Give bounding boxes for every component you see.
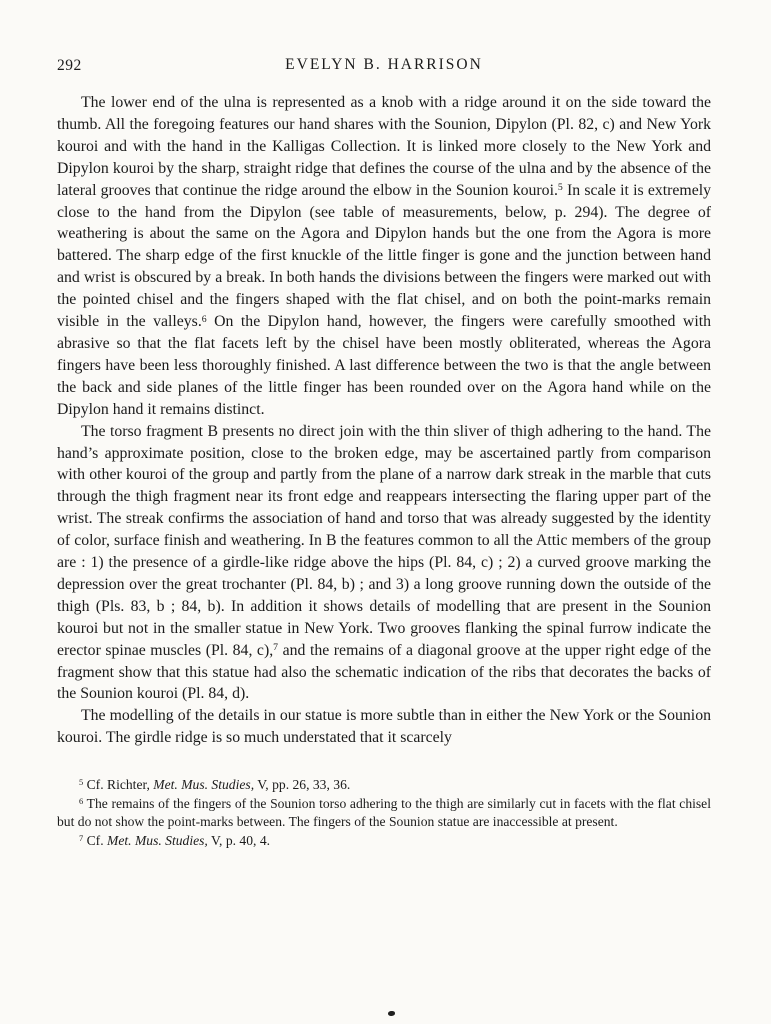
paragraph-text: and the remains of a diagonal groove at the upper right edge of the fragment show that this statue had also the schematic indication of the ribs that decorates the backs of the Sounion kouroi (Pl. 84, d).: [57, 641, 711, 703]
page-number: 292: [57, 57, 82, 74]
footnote-ref-5: 5: [557, 182, 563, 194]
page-header: [57, 56, 711, 78]
footnote-text: Cf. Richter,: [83, 777, 154, 793]
footnote-italic-title: Met. Mus. Studies,: [107, 832, 208, 848]
paragraph-text: The torso fragment B presents no direct join with the thin sliver of thigh adhering to the hand. The hand’s approximate position, close to the broken edge, may be ascertained partly from comparison with other kouroi of the group and partly from the plane of a narrow dark streak in the marble that cuts through the thigh fragment near its front edge and reappears intersecting the flaring upper part of the wrist. The streak confirms the association of hand and torso that was already suggested by the identity of color, surface finish and weathering. In B the features common to all the Attic members of the group are : 1) the presence of a girdle-like ridge above the hips (Pl. 84, c) ; 2) a curved groove marking the depression over the great trochanter (Pl. 84, b) ; and 3) a long groove running down the outside of the thigh (Pls. 83, b ; 84, b). In addition it shows details of modelling that are present in the Sounion kouroi but not in the smaller statue in New York. Two grooves flanking the spinal furrow indicate the erector spinae muscles (Pl. 84, c),: [57, 422, 711, 659]
running-header-author: EVELYN B. HARRISON: [285, 56, 483, 73]
footnote-italic-title: Met. Mus. Studies,: [153, 777, 255, 793]
footnote-5: [57, 776, 711, 795]
footnote-ref-7: 7: [273, 642, 279, 654]
paragraph-text: On the Dipylon hand, however, the fingers were carefully smoothed with abrasive so that the flat facets left by the chisel have been mostly obliterated, whereas the Agora fingers have been less thoroughly finished. A last difference between the two is that the angle between the back and side planes of the little finger has been rounded over on the Agora hand while on the Dipylon hand it remains distinct.: [57, 313, 711, 418]
paragraph-1: [57, 92, 711, 421]
body-text: [57, 92, 711, 749]
footnote-text: V, pp. 26, 33, 36.: [254, 777, 351, 793]
footnote-7: [57, 832, 711, 851]
footnotes-section: [57, 776, 711, 850]
footnote-text: The remains of the fingers of the Sounion torso adhering to the thigh are similarly cut in facets with the flat chisel but do not show the point-marks between. The fingers of the Sounion statue are inaccessible at present.: [57, 795, 711, 830]
footnote-7-number: 7: [79, 833, 84, 844]
paragraph-text: In scale it is extremely close to the hand from the Dipylon (see table of measurements, below, p. 294). The degree of weathering is about the same on the Agora and Dipylon hands but the one from the Agora is more battered. The sharp edge of the first knuckle of the little finger is gone and the junction between hand and wrist is obscured by a break. In both hands the divisions between the fingers were marked out with the pointed chisel and the fingers shaped with the flat chisel, and on both the point-marks remain visible in the valleys.: [57, 181, 712, 331]
paragraph-3: [57, 705, 711, 749]
scan-artifact-speck: [388, 1011, 395, 1016]
footnote-6-number: 6: [79, 796, 84, 806]
footnote-text: Cf.: [83, 832, 108, 848]
paragraph-text: The modelling of the details in our statue is more subtle than in either the New York or the Sounion kouroi. The girdle ridge is so much understated that it scarcely: [57, 707, 711, 747]
footnote-5-number: 5: [79, 777, 84, 788]
footnote-text: V, p. 40, 4.: [207, 832, 271, 848]
paragraph-text: The lower end of the ulna is represented as a knob with a ridge around it on the side toward the thumb. All the foregoing features our hand shares with the Sounion, Dipylon (Pl. 82, c) and New York kouroi and with the hand in the Kalligas Collection. It is linked more closely to the New York and Dipylon kouroi by the sharp, straight ridge that defines the course of the ulna and by the absence of the lateral grooves that continue the ridge around the elbow in the Sounion kouroi.: [57, 94, 711, 199]
footnote-6: [57, 795, 711, 832]
paragraph-2: [57, 421, 711, 706]
footnote-ref-6: 6: [201, 313, 207, 325]
